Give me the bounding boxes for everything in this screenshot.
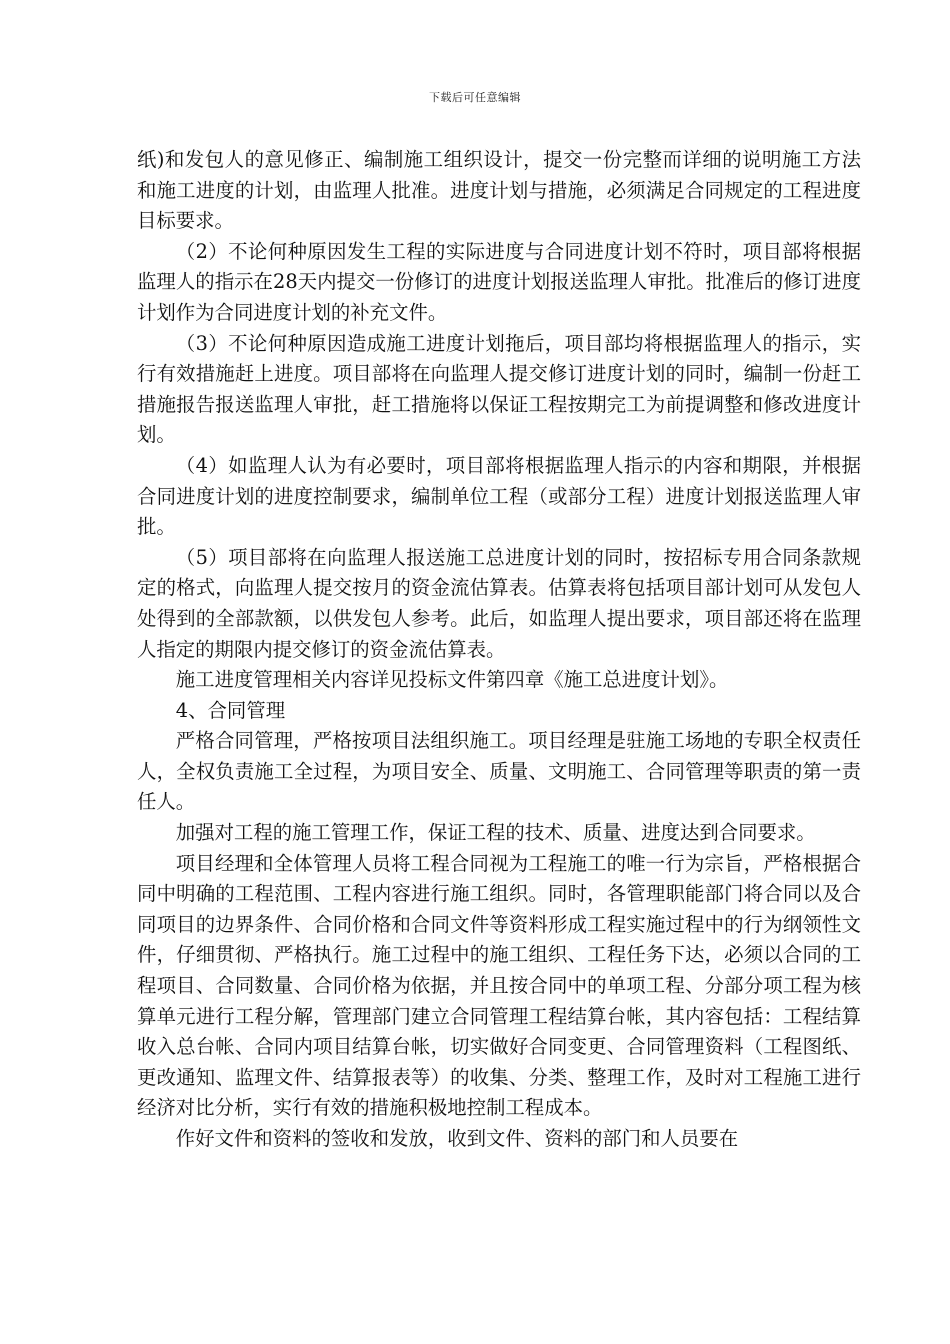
paragraph-continued: 纸)和发包人的意见修正、编制施工组织设计，提交一份完整而详细的说明施工方法和施工进度的计划，由监理人批准。进度计划与措施，必须满足合同规定的工程进度目标要求。 [137,148,861,233]
paragraph-reference: 施工进度管理相关内容详见投标文件第四章《施工总进度计划》。 [175,668,729,692]
paragraph-item-3: （3）不论何种原因造成施工进度计划拖后，项目部均将根据监理人的指示，实行有效措施赶上进度。项目部将在向监理人提交修订进度计划的同时，编制一份赶工措施报告报送监理人审批，赶工措施将以保证工程按期完工为前提调整和修改进度计划。 [137,331,861,447]
paragraph-contract-2: 加强对工程的施工管理工作，保证工程的技术、质量、进度达到合同要求。 [175,821,816,845]
page-header-note: 下载后可任意编辑 [429,91,521,104]
paragraph-item-4: （4）如监理人认为有必要时，项目部将根据监理人指示的内容和期限，并根据合同进度计划的进度控制要求，编制单位工程（或部分工程）进度计划报送监理人审批。 [137,453,861,539]
paragraph-item-5: （5）项目部将在向监理人报送施工总进度计划的同时，按招标专用合同条款规定的格式，向监理人提交按月的资金流估算表。估算表将包括项目部计划可从发包人处得到的全部款额，以供发包人参考。此后，如监理人提出要求，项目部还将在监理人指定的期限内提交修订的资金流估算表。 [137,545,861,661]
paragraph-contract-4: 作好文件和资料的签收和发放，收到文件、资料的部门和人员要在 [175,1127,739,1150]
paragraph-contract-3: 项目经理和全体管理人员将工程合同视为工程施工的唯一行为宗旨，严格根据合同中明确的工程范围、工程内容进行施工组织。同时，各管理职能部门将合同以及合同项目的边界条件、合同价格和合同文件等资料形成工程实施过程中的行为纲领性文件，仔细贯彻、严格执行。施工过程中的施工组织、工程任务下达，必须以合同的工程项目、合同数量、合同价格为依据，并且按合同中的单项工程、分部分项工程为核算单元进行工程分解，管理部门建立合同管理工程结算台帐，其内容包括：工程结算收入总台帐、合同内项目结算台帐，切实做好合同变更、合同管理资料（工程图纸、更改通知、监理文件、结算报表等）的收集、分类、整理工作，及时对工程施工进行经济对比分析，实行有效的措施积极地控制工程成本。 [137,851,861,1120]
paragraph-contract-1: 严格合同管理，严格按项目法组织施工。项目经理是驻施工场地的专职全权责任人，全权负责施工全过程，为项目安全、质量、文明施工、合同管理等职责的第一责任人。 [137,729,861,814]
paragraph-item-2: （2）不论何种原因发生工程的实际进度与合同进度计划不符时，项目部将根据监理人的指示在28天内提交一份修订的进度计划报送监理人审批。批准后的修订进度计划作为合同进度计划的补充文件。 [137,239,861,324]
document-body [137,145,861,1155]
section-heading-contract-management: 4、合同管理 [175,698,286,722]
